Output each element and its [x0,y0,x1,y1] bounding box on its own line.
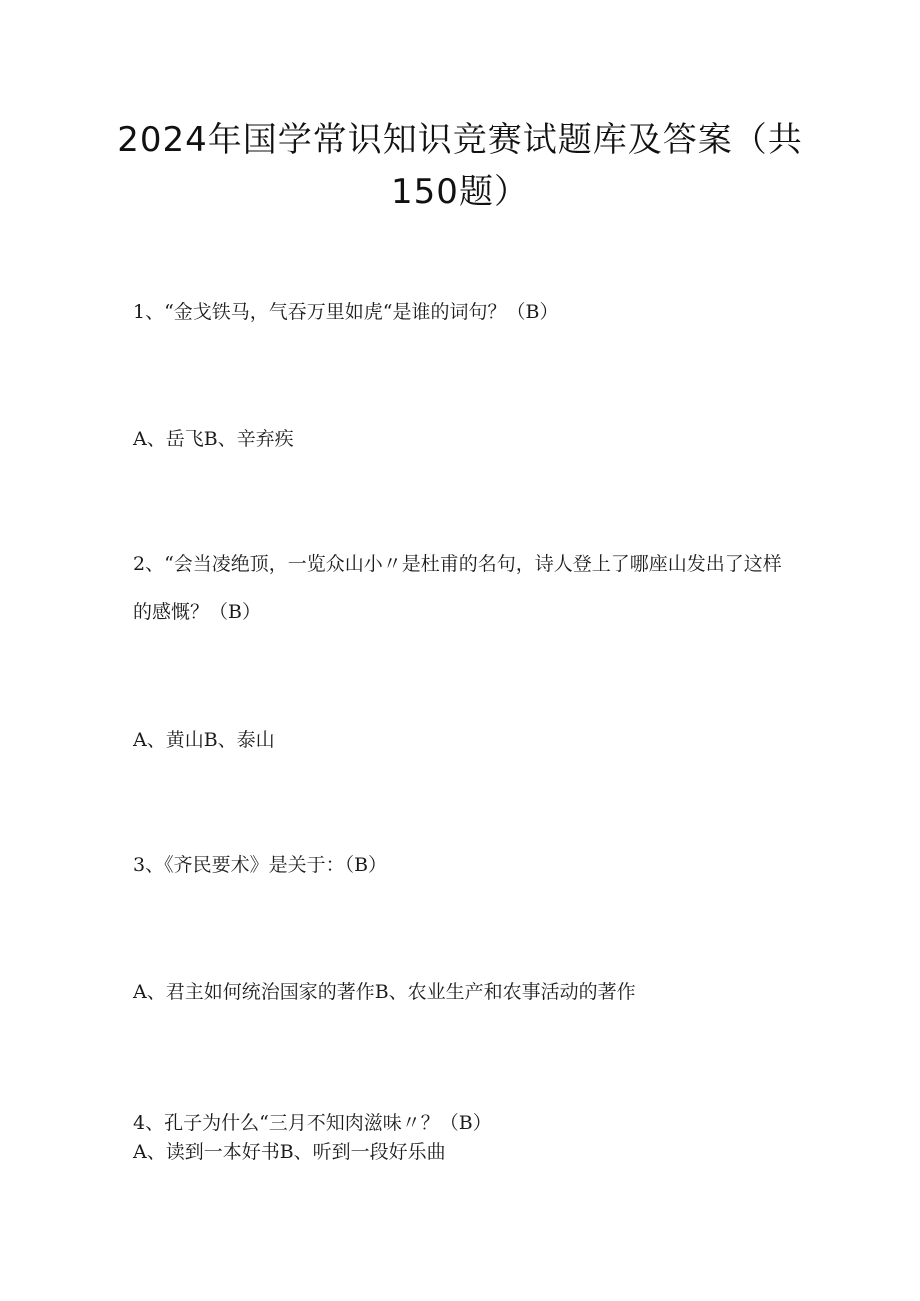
options-4: A、读到一本好书B、听到一段好乐曲 [133,1141,446,1163]
document-title: 2024年国学常识知识竞赛试题库及答案（共150题） [117,120,803,212]
options-2: A、黄山B、泰山 [133,729,275,751]
options-3: A、君主如何统治国家的著作B、农业生产和农事活动的著作 [133,981,636,1003]
question-4: 4、孔子为什么“三月不知肉滋味〃？（B） [133,1112,492,1134]
question-2-line-2: 的感慨？（B） [133,601,261,623]
question-3: 3、《齐民要术》是关于：（B） [133,854,388,876]
question-2-line-1: 2、“会当凌绝顶，一览众山小〃是杜甫的名句，诗人登上了哪座山发出了这样 [133,553,782,575]
options-1: A、岳飞B、辛弃疾 [133,428,294,450]
question-1: 1、“金戈铁马，气吞万里如虎“是谁的词句？（B） [133,301,559,323]
